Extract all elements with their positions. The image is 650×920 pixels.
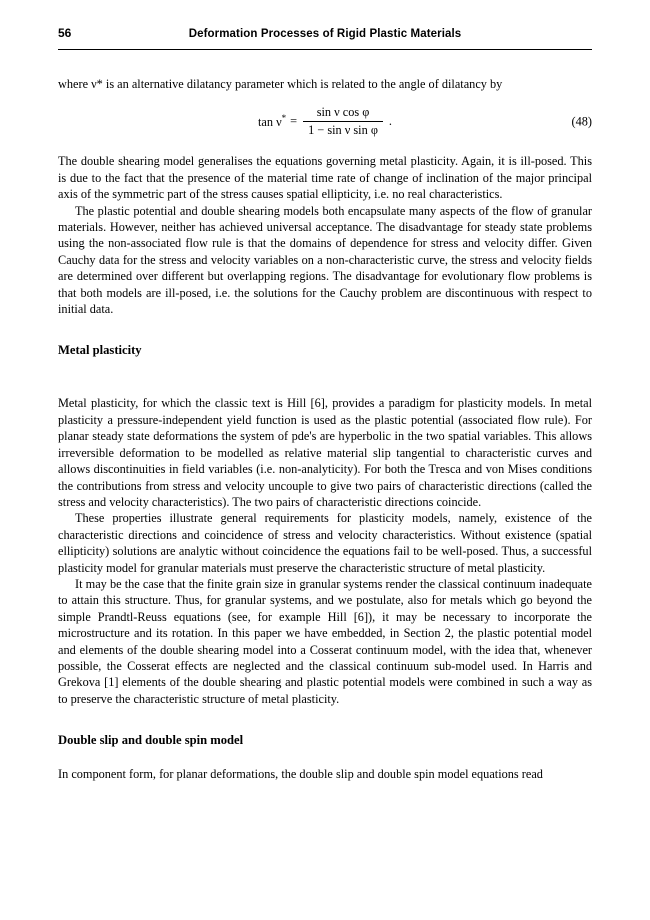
page-header [58, 26, 592, 49]
heading-double-slip: Double slip and double spin model [58, 733, 244, 748]
paragraph-metal-1: Metal plasticity, for which the classic text is Hill [6], provides a paradigm for plasticity models. In metal plasticity a pressure-independent yield function is used as the plastic potential (associated flow rule). For planar steady state deformations the system of pde's are hyperbolic in the two spatial variables. This allows irreversible deformation to be modelled as relative material slip tangential to characteristic curves and allows discontinuities in field variables (i.e. non-analyticity). For both the Tresca and von Mises conditions the contributions from stress and velocity uncouple to give two pairs of characteristic directions (called the stress and velocity characteristics). The two pairs of characteristic directions coincide. [58, 396, 592, 509]
spacer [58, 384, 592, 395]
equation-48-trailing: . [388, 114, 392, 129]
equation-48-equals: = [290, 114, 298, 129]
paragraph-metal-3: It may be the case that the finite grain size in granular systems render the classical continuum inadequate to attain this structure. Thus, for granular systems, and we postulate, also for metals which go beyond the simple Prandtl-Reuss equations (see, for example Hill [6]), it may be necessary to incorporate the microstructure and its rotation. In this paper we have embedded, in Section 2, the plastic potential model and elements of the double shearing model into a Cosserat continuum model, with the idea that, whenever possible, the Cosserat effects are neglected and the classical continuum sub-model used. In Harris and Grekova [1] elements of the double shearing and plastic potential models were combined in such a way as to preserve the characteristic structure of metal plasticity. [58, 576, 592, 706]
equation-48-superscript: * [281, 113, 287, 124]
paragraph-double-slip: In component form, for planar deformations, the double slip and double spin model equations read [58, 767, 543, 782]
equation-48-lhs: tan ν* [258, 113, 287, 130]
paragraph-double-shearing: The double shearing model generalises the equations governing metal plasticity. Again, it is ill-posed. This is due to the fact that the presence of the material time rate of change of inclination of the major principal axis of the symmetric part of the stress causes spatial ellipticity, i.e. no real characteristics. [58, 154, 592, 202]
equation-48-number: (48) [571, 114, 592, 129]
header-divider [58, 49, 592, 50]
heading-metal-plasticity: Metal plasticity [58, 343, 142, 358]
paragraph-metal-2: These properties illustrate general requirements for plasticity models, namely, existence of the characteristic directions and coincidence of stress and velocity characteristics. Without existence (spatial ellipticity) solutions are analytic without coincidence the equations fail to be well-posed. Thus, a successful plasticity model for granular materials must preserve the characteristic structure of metal plasticity. [58, 511, 592, 575]
equation-48 [58, 105, 592, 138]
spacer [58, 317, 592, 343]
spacer [58, 748, 592, 766]
paragraph-plastic-potential: The plastic potential and double shearing models both encapsulate many aspects of the flow of granular materials. However, neither has achieved universal acceptance. The disadvantage for steady state problems using the non-associated flow rule is that the domains of dependence for stress and velocity differ. Given Cauchy data for the stress and velocity variables on a non-characteristic curve, the stress and velocity fields are determined over different but overlapping regions. The disadvantage for evolutionary flow problems is that both models are ill-posed, i.e. the solutions for the Cauchy problem are discontinuous with respect to initial data. [58, 203, 592, 317]
page-number: 56 [58, 26, 72, 40]
equation-48-fraction [303, 105, 383, 138]
equation-48-body [258, 105, 392, 138]
spacer [58, 358, 592, 384]
spacer [58, 707, 592, 733]
equation-48-denominator: 1 − sin ν sin φ [308, 123, 378, 138]
equation-48-numerator: sin ν cos φ [316, 105, 370, 120]
paragraph-intro: where ν* is an alternative dilatancy parameter which is related to the angle of dilatancy by [58, 77, 503, 91]
running-title: Deformation Processes of Rigid Plastic Materials [188, 28, 462, 40]
